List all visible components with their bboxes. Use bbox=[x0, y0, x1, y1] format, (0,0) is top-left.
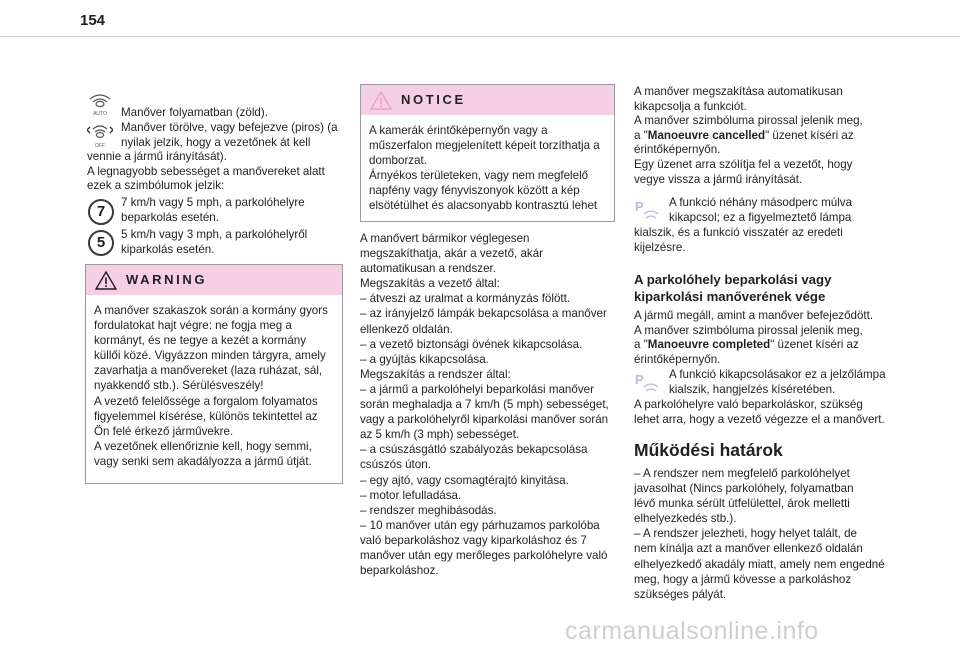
page-number: 154 bbox=[80, 12, 106, 29]
notice-body: A kamerák érintőképernyőn vagy a műszerfalon megjelenített képeit torzíthatja a domborzat. Árnyékos területeken, vagy nem megfelelő napfény vagy fényviszonyok között a kép elsötétülhet és alacsonyabb kontrasztú lehet bbox=[369, 124, 600, 212]
speed-5-text: 5 km/h vagy 3 mph, a parkolóhelyről kiparkolás esetén. bbox=[121, 228, 308, 256]
completed-tail: A parkolóhelyre való beparkoláskor, szükség lehet arra, hogy a vezető végezze el a manővert. bbox=[634, 398, 885, 426]
msg-completed: Manoeuvre completed bbox=[647, 338, 771, 352]
msg-cancelled: Manoeuvre cancelled bbox=[647, 128, 766, 142]
notice-triangle-icon bbox=[370, 91, 392, 110]
speed-7-text: 7 km/h vagy 5 mph, a parkolóhelyre beparkolás esetén. bbox=[121, 196, 305, 224]
completed-text: A jármű megáll, amint a manőver befejeződött. A manőver szimbóluma pirossal jelenik meg, a "Manoeuvre completed" üzenet kíséri az érintőképernyőn. bbox=[634, 309, 874, 366]
cancel-text: A manőver megszakítása automatikusan kikapcsolja a funkciót. A manőver szimbóluma pirossal jelenik meg, a "Manoeuvre cancelled" üzenet kíséri az érintőképernyőn. Egy üzenet arra szólítja fel a vezetőt, hogy vegye vissza a jármű irányítását. bbox=[634, 85, 863, 186]
header-rule bbox=[0, 36, 960, 37]
speed-5-badge: 5 bbox=[88, 230, 114, 256]
notice-header bbox=[361, 85, 614, 115]
park-assist-lamp-icon bbox=[634, 197, 660, 223]
warning-header bbox=[86, 265, 342, 295]
section-heading-end-manoeuvre: A parkolóhely beparkolási vagy kiparkolási manőverének vége bbox=[634, 272, 832, 304]
status-red-text: Manőver törölve, vagy befejezve (piros) (a nyilak jelzik, hogy a vezetőnek át kell bbox=[121, 121, 338, 149]
notice-box bbox=[360, 84, 615, 222]
completed-lamp-text: A funkció kikapcsolásakor ez a jelzőlámpa kialszik, hangjelzés kíséretében. bbox=[669, 368, 886, 396]
warning-title: WARNING bbox=[126, 272, 208, 287]
section-heading-limits: Működési határok bbox=[634, 440, 783, 460]
notice-title: NOTICE bbox=[401, 92, 466, 107]
svg-text:P: P bbox=[635, 372, 644, 387]
watermark: carmanualsonline.info bbox=[565, 617, 819, 645]
off-label: OFF bbox=[95, 143, 105, 148]
warning-body: A manőver szakaszok során a kormány gyors fordulatokat hajt végre: ne fogja meg a kormányt, és ne tegye a kezét a kormány küllői közé. Vigyázzon minden tárgyra, amely zavarhatja a manővereket (laza ruházat, sál, nyakkendő stb.). Sérülésveszély! A vezető felelőssége a forgalom folyamatos figyelemmel kísérése, különös tekintettel az Ön felé érkező járművekre. A vezetőnek ellenőriznie kell, hogy semmi, vagy senki sem akadályozza a jármű útját. bbox=[94, 304, 328, 468]
cancel-lamp-tail: kialszik, és a funkció visszatér az eredeti kijelzésre. bbox=[634, 226, 843, 254]
svg-text:P: P bbox=[635, 199, 644, 214]
auto-label: AUTO bbox=[93, 111, 107, 116]
auto-park-off-icon bbox=[87, 120, 113, 148]
cancel-lamp-text: A funkció néhány másodperc múlva kikapcsol; ez a figyelmeztető lámpa bbox=[669, 196, 853, 224]
warning-box bbox=[85, 264, 343, 484]
warning-triangle-icon bbox=[95, 271, 117, 290]
auto-park-icon bbox=[87, 90, 113, 116]
interruption-text: A manővert bármikor véglegesen megszakíthatja, akár a vezető, akár automatikusan a rendszer. Megszakítás a vezető által: – átveszi az uralmat a kormányzás fölött. – az irányjelző lámpák bekapcsolása a manőver ellenkező oldalán. – a vezető biztonsági övének kikapcsolása. – a gyújtás kikapcsolása. Megszakítás a rendszer által: – a jármű a parkolóhelyi beparkolási manőver során meghaladja a 7 km/h (5 mph) sebességet, vagy a parkolóhelyről kiparkolási manőver során az 5 km/h (3 mph) sebességet. – a csúszásgátló szabályozás bekapcsolása csúszós úton. – egy ajtó, vagy csomagtérajtó kinyitása. – motor lefulladása. – rendszer meghibásodás. – 10 manőver után egy párhuzamos parkolóba való beparkoláshoz vagy kiparkoláshoz és 7 manőver után egy merőleges parkolóhelyre való beparkoláshoz. bbox=[360, 232, 609, 578]
status-green-text: Manőver folyamatban (zöld). bbox=[121, 105, 268, 119]
speed-7-badge: 7 bbox=[88, 199, 114, 225]
limits-text: – A rendszer nem megfelelő parkolóhelyet javasolhat (Nincs parkolóhely, folyamatban lévő munka sérült útfelülettel, árok melletti elhelyezkedés stb.). – A rendszer jelezheti, hogy helyet talált, de nem kínálja azt a manőver ellenkező oldalán elhelyezkedő akadály miatt, amely nem engedné meg, hogy a jármű kövesse a parkoláshoz szükséges pályát. bbox=[634, 467, 885, 601]
park-assist-lamp-icon-2 bbox=[634, 370, 660, 396]
status-red-text-cont: vennie a jármű irányítását). A legnagyobb sebességet a manővereket alatt ezek a szimbólumok jelzik: bbox=[87, 150, 325, 193]
